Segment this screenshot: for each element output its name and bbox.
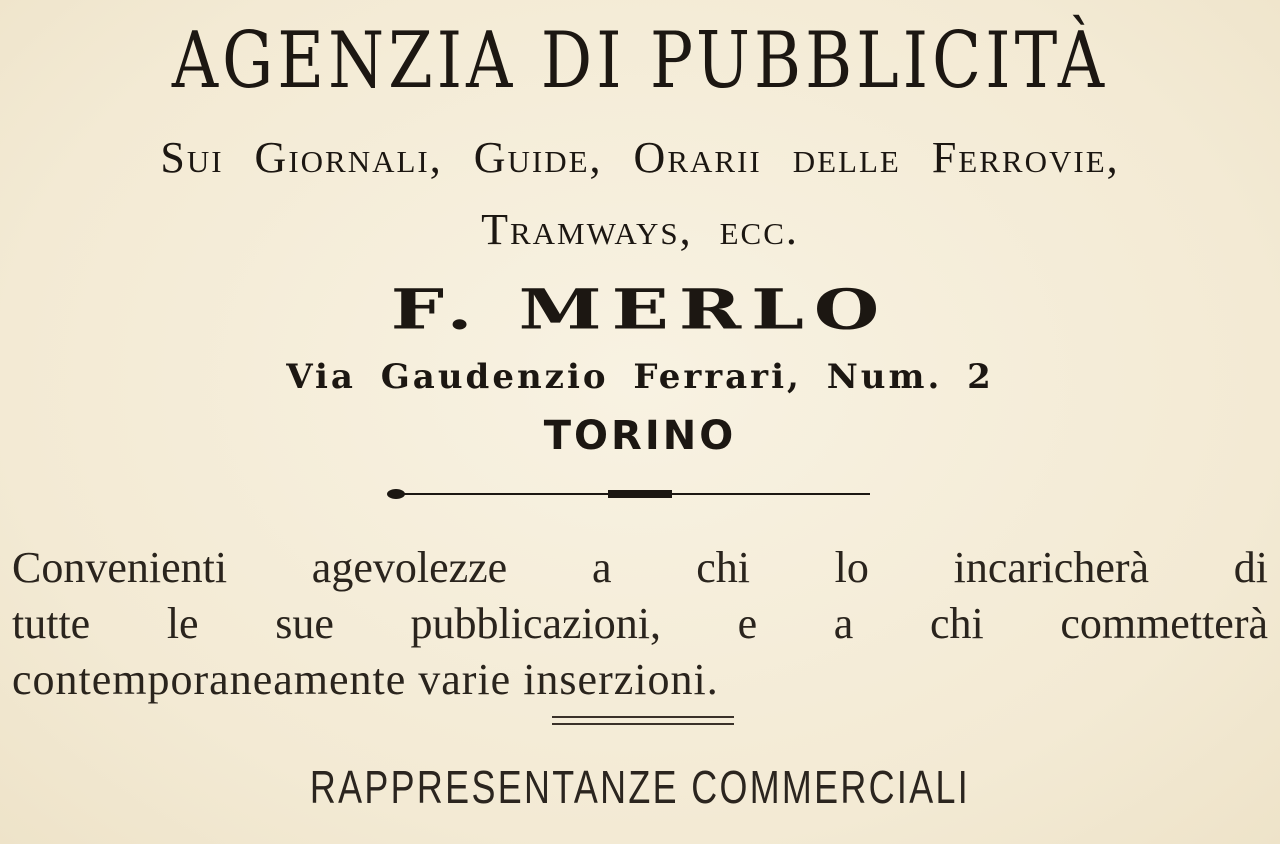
commercial-representation: RAPPRESENTANZE COMMERCIALI bbox=[309, 761, 971, 813]
services-line-2: Tramways, ecc. bbox=[481, 205, 799, 254]
proprietor-name: F. MERLO bbox=[390, 277, 890, 343]
offer-paragraph bbox=[12, 540, 1268, 708]
offer-line-1: Convenienti agevolezze a chi lo incaricherà di bbox=[12, 543, 1268, 592]
double-rule-divider bbox=[552, 716, 734, 725]
ornamental-divider bbox=[380, 484, 880, 504]
agency-title: AGENZIA DI PUBBLICITÀ bbox=[171, 16, 1109, 106]
offer-line-3: contemporaneamente varie inserzioni. bbox=[12, 655, 719, 704]
services-line-1: Sui Giornali, Guide, Orarii delle Ferrovie, bbox=[160, 133, 1120, 182]
offer-line-2: tutte le sue pubblicazioni, e a chi commetterà bbox=[12, 599, 1268, 648]
city-name: TORINO bbox=[543, 413, 737, 459]
street-address: Via Gaudenzio Ferrari, Num. 2 bbox=[286, 357, 994, 397]
